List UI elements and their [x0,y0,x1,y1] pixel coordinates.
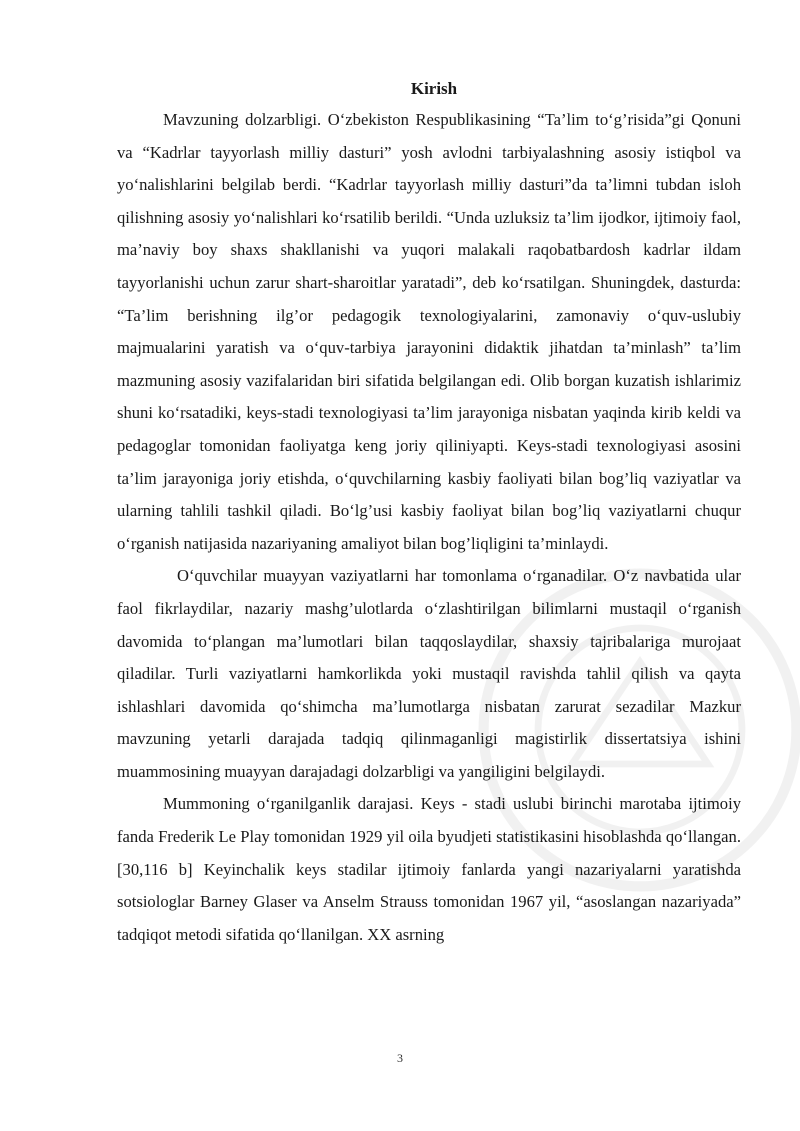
paragraph-study-level: Mummoning o‘rganilganlik darajasi. Keys - stadi uslubi birinchi marotaba ijtimoiy fanda Frederik Le Play tomonidan 1929 yil oila byudjeti statistikasini hisoblashda qo‘llangan.[30,116 b] Keyinchalik keys stadilar ijtimoiy fanlarda yangi nazariyalarni yaratishda sotsiologlar Barney Glaser va Anselm Strauss tomonidan 1967 yil, “asoslangan nazariyada” tadqiqot metodi sifatida qo‘llanilgan. XX asrning [117,794,741,944]
page-number: 3 [397,1051,403,1065]
section-title: Kirish [410,79,458,98]
document-body [117,74,741,951]
paragraph-students: O‘quvchilar muayyan vaziyatlarni har tomonlama o‘rganadilar. O‘z navbatida ular faol fikrlaydilar, nazariy mashg’ulotlarda o‘zlashtirilgan bilimlarni mustaqil o‘rganish davomida to‘plangan ma’lumotlari bilan taqqoslaydilar, shaxsiy tajribalariga murojaat qiladilar. Turli vaziyatlarni hamkorlikda yoki mustaqil ravishda tahlil qilish va qayta ishlashlari davomida qo‘shimcha ma’lumotlarga nisbatan zarurat sezadilar Mazkur mavzuning yetarli darajada tadqiq qilinmaganligi magistirlik dissertatsiya ishini muammosining muayyan darajadagi dolzarbligi va yangiligini belgilaydi. [117,566,741,781]
paragraph-relevance: Mavzuning dolzarbligi. O‘zbekiston Respublikasining “Ta’lim to‘g’risida”gi Qonuni va “Kadrlar tayyorlash milliy dasturi” yosh avlodni tarbiyalashning asosiy istiqbol va yo‘nalishlarini belgilab berdi. “Kadrlar tayyorlash milliy dasturi”da ta’limni tubdan isloh qilishning asosiy yo‘nalishlari ko‘rsatilib berildi. “Unda uzluksiz ta’lim ijodkor, ijtimoiy faol, ma’naviy boy shaxs shakllanishi va yuqori malakali raqobatbardosh kadrlar ildam tayyorlanishi uchun zarur shart-sharoitlar yaratadi”, deb ko‘rsatilgan. Shuningdek, dasturda: “Ta’lim berishning ilg’or pedagogik texnologiyalarini, zamonaviy o‘quv-uslubiy majmualarini yaratish va o‘quv-tarbiya jarayonini didaktik jihatdan ta’minlash” ta’lim mazmuning asosiy vazifalaridan biri sifatida belgilangan edi. Olib borgan kuzatish ishlarimiz shuni ko‘rsatadiki, keys-stadi texnologiyasi ta’lim jarayoniga nisbatan yaqinda kirib keldi va pedagoglar tomonidan faoliyatga keng joriy qiliniyapti. Keys-stadi texnologiyasi asosini ta’lim jarayoniga joriy etishda, o‘quvchilarning kasbiy faoliyati bilan bog’liq vaziyatlar va ularning tahlili tashkil qiladi. Bo‘lg’usi kasbiy faoliyat bilan bog’liq vaziyatlarni chuqur o‘rganish natijasida nazariyaning amaliyot bilan bog’liqligini ta’minlaydi. [117,110,741,553]
